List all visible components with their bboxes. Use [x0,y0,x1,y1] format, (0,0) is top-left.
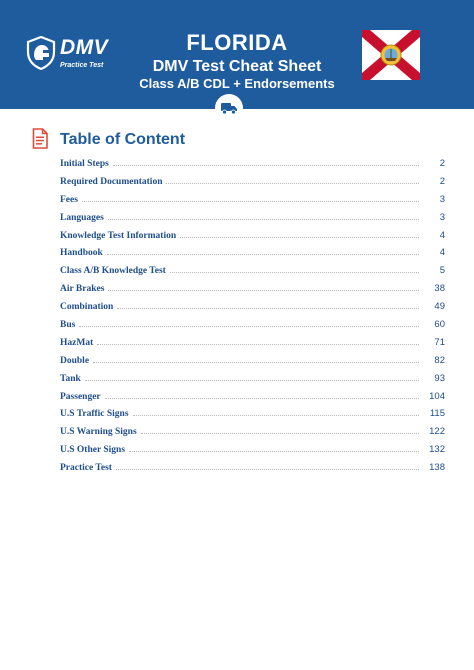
toc-entry-label[interactable]: Initial Steps [60,159,109,169]
dot-leader [108,219,419,220]
toc-entry-label[interactable]: Passenger [60,391,101,402]
toc-entry-page[interactable]: 4 [439,229,445,241]
toc-entry-page[interactable]: 132 [429,444,445,456]
toc-entry-page[interactable]: 4 [439,247,445,259]
page-subtitle: Class A/B CDL + Endorsements [139,76,335,91]
toc-entry-page[interactable]: 3 [439,211,445,223]
dot-leader [105,398,419,399]
toc-entry-label[interactable]: Air Brakes [60,284,105,295]
header-banner [0,0,474,109]
toc-entry-page[interactable]: 49 [434,301,445,313]
state-title: FLORIDA [186,30,288,55]
toc-entry[interactable] [60,390,445,408]
toc-entry[interactable] [60,354,445,372]
dot-leader [82,201,419,202]
dot-leader [170,272,419,273]
toc-entry-label[interactable]: Double [60,355,90,366]
toc-entry-page[interactable]: 38 [434,283,445,295]
toc-entry-label[interactable]: U.S Warning Signs [60,427,137,438]
dot-leader [97,344,419,345]
dot-leader [85,380,419,381]
dot-leader [129,451,419,452]
dot-leader [79,326,419,327]
toc-entry[interactable] [60,229,445,247]
toc-entry-label[interactable]: Class A/B Knowledge Test [60,266,166,277]
toc-entry[interactable] [60,300,445,318]
toc-entry[interactable] [60,246,445,264]
toc-entry-label[interactable]: Bus [60,320,76,331]
toc-entry-label[interactable]: U.S Traffic Signs [60,409,129,420]
toc-entry-page[interactable]: 82 [434,354,445,366]
toc-entry[interactable] [60,372,445,390]
dot-leader [166,183,419,184]
toc-entry-page[interactable]: 93 [434,372,445,384]
toc-entry-page[interactable]: 2 [439,175,445,187]
header-titles [120,30,354,91]
logo-subtext: Practice Test [60,62,104,69]
toc-entry-label[interactable]: Knowledge Test Information [60,230,177,241]
toc-entry-page[interactable]: 115 [429,408,445,420]
shield-helmet-icon [26,36,56,70]
toc-entry-page[interactable]: 60 [434,319,445,331]
toc-entry-page[interactable]: 122 [429,426,445,438]
toc-entry[interactable] [60,425,445,443]
toc-entry[interactable] [60,407,445,425]
toc-entry-page[interactable]: 2 [439,158,445,169]
logo-text: DMV [60,36,109,59]
page-title: DMV Test Cheat Sheet [152,58,322,75]
toc-entry[interactable] [60,336,445,354]
document-icon [32,128,48,149]
toc-entry-label[interactable]: Tank [60,373,81,384]
toc-entry-label[interactable]: Required Documentation [60,176,163,187]
toc-entry[interactable] [60,175,445,193]
toc-entry[interactable] [60,193,445,211]
toc-list [60,157,445,479]
dot-leader [117,308,419,309]
dot-leader [93,362,419,363]
dmv-logo[interactable] [26,36,121,76]
dot-leader [108,290,419,291]
toc-entry[interactable] [60,318,445,336]
dot-leader [133,415,419,416]
toc-entry-page[interactable]: 71 [434,336,445,348]
dot-leader [116,469,419,470]
toc-entry[interactable] [60,443,445,461]
toc-entry-page[interactable]: 138 [429,462,445,474]
toc-entry-label[interactable]: Handbook [60,248,103,259]
truck-icon [220,101,238,115]
dot-leader [141,433,419,434]
toc-entry[interactable] [60,264,445,282]
dot-leader [107,254,419,255]
toc-entry-page[interactable]: 3 [439,193,445,205]
toc-title: Table of Content [60,131,186,148]
toc-entry[interactable] [60,461,445,479]
dot-leader [180,237,419,238]
toc-entry[interactable] [60,157,445,175]
toc-entry-label[interactable]: Practice Test [60,463,112,474]
toc-entry-label[interactable]: Combination [60,302,114,313]
toc-entry-label[interactable]: Languages [60,212,104,223]
toc-entry-page[interactable]: 5 [439,265,445,277]
toc-entry[interactable] [60,282,445,300]
dot-leader [113,165,419,166]
florida-flag [362,30,420,80]
toc-entry[interactable] [60,211,445,229]
toc-entry-label[interactable]: U.S Other Signs [60,445,126,456]
toc-entry-label[interactable]: HazMat [60,337,94,348]
truck-badge [215,94,243,122]
toc-entry-label[interactable]: Fees [60,194,78,205]
toc-entry-page[interactable]: 104 [429,390,445,402]
